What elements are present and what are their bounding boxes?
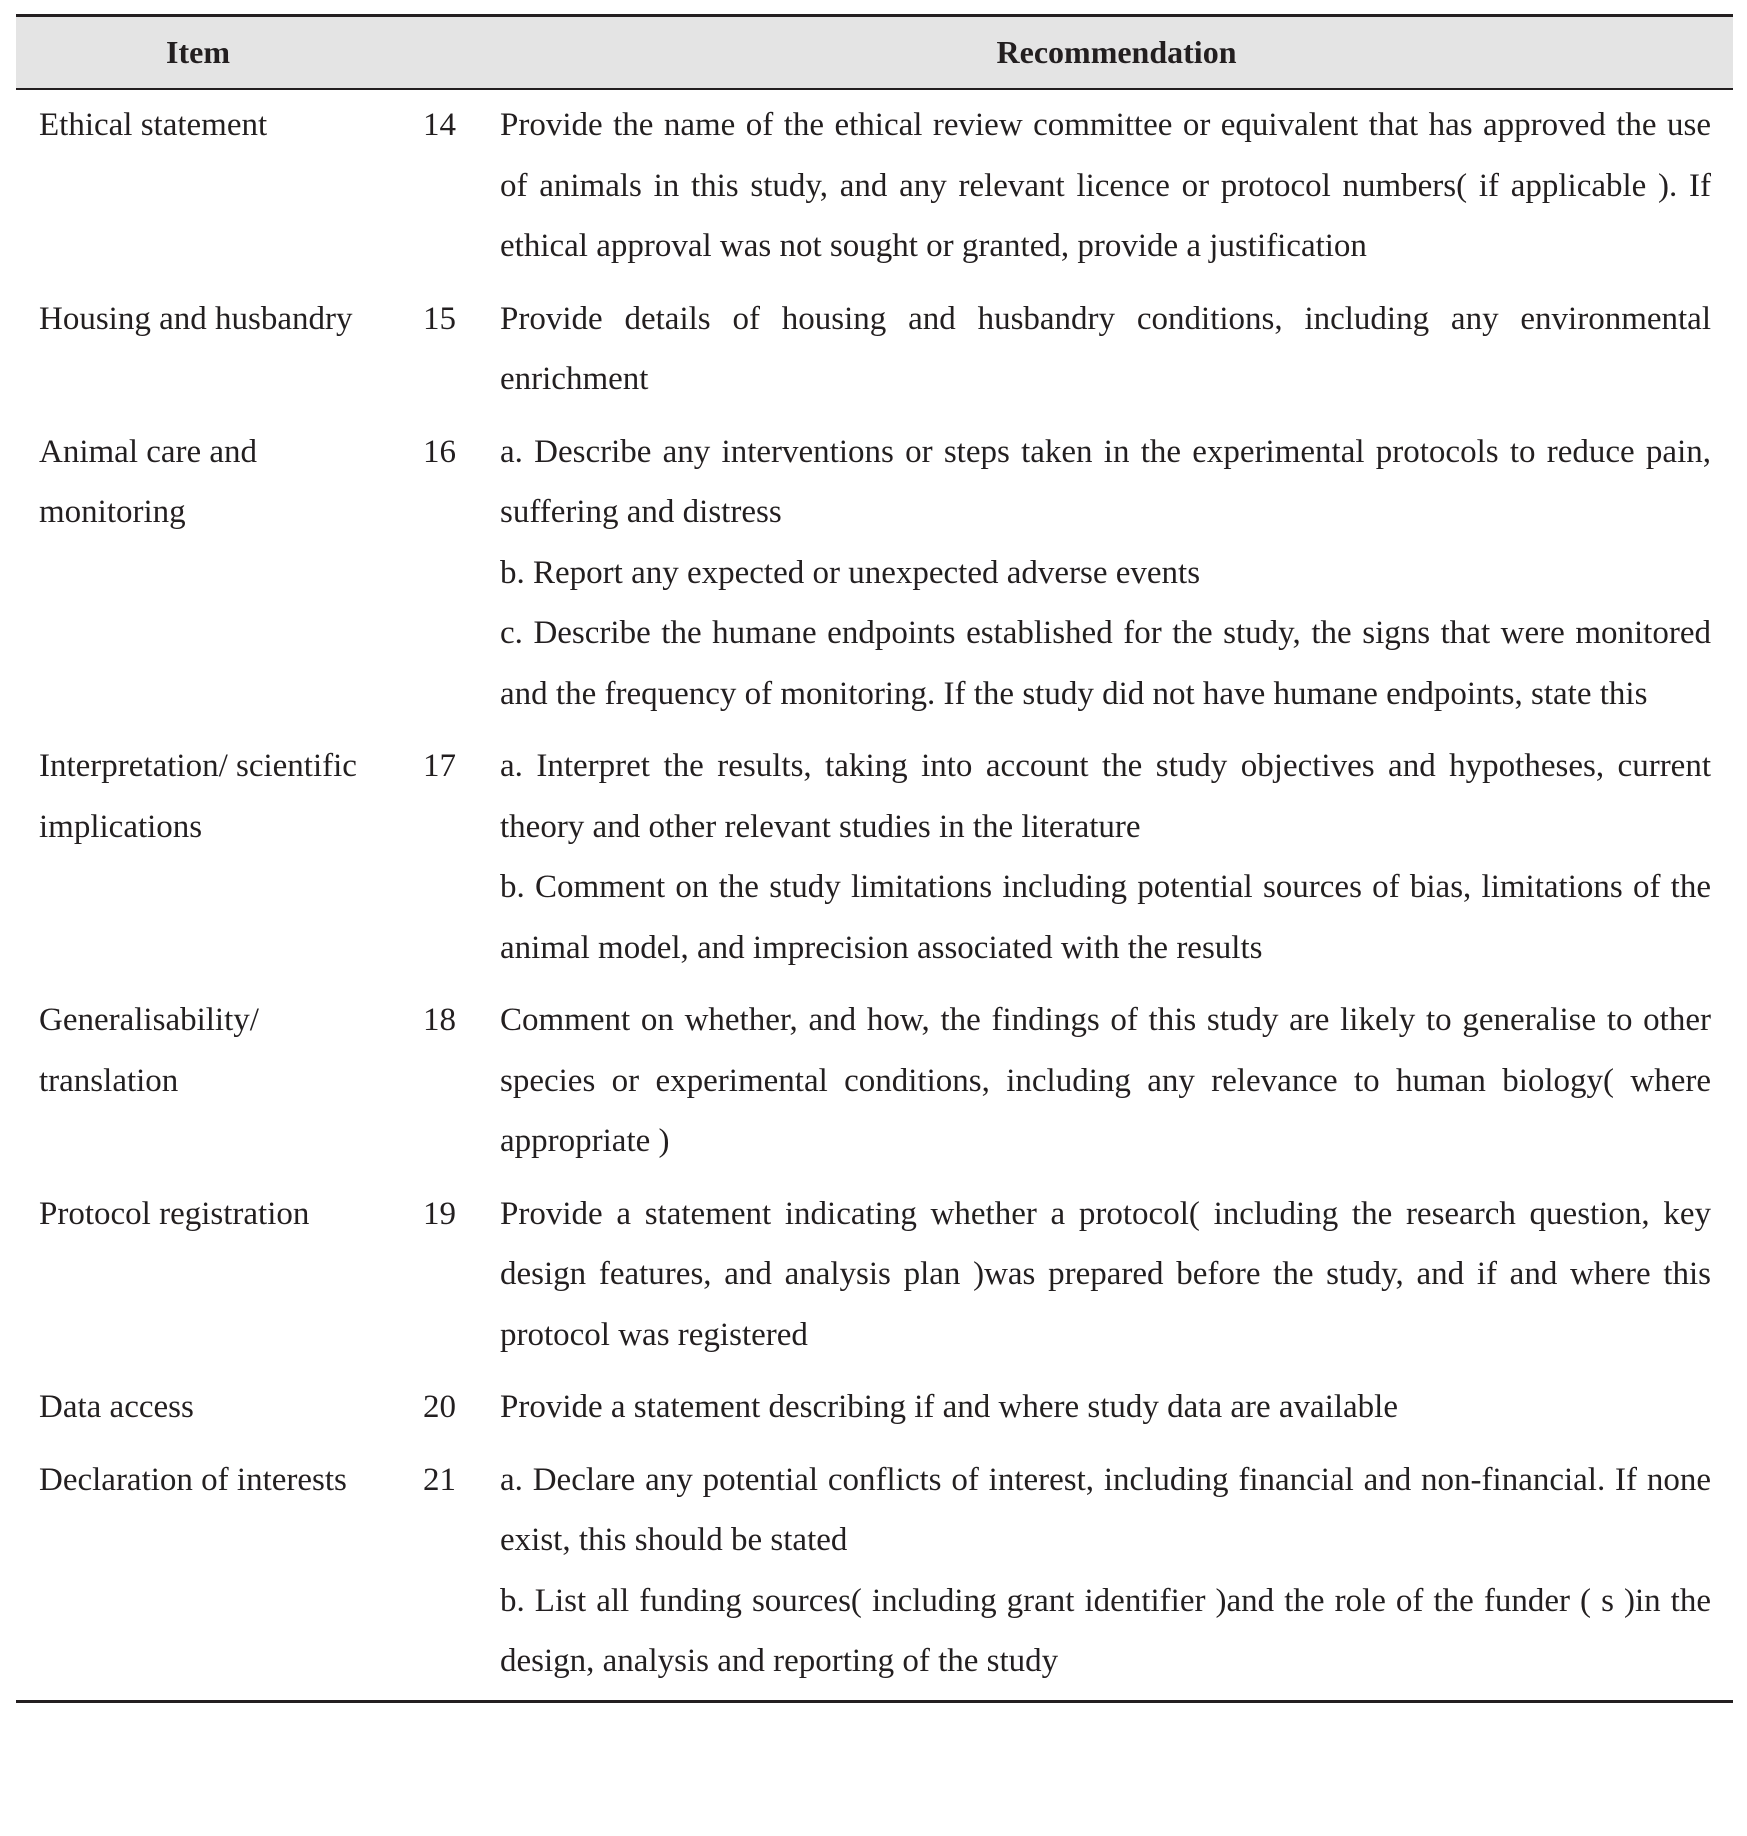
item-recommendation xyxy=(500,1184,1733,1378)
item-name: Generalisability/ translation xyxy=(39,1002,259,1099)
item-number: 14 xyxy=(423,107,456,143)
table-row xyxy=(16,736,1733,990)
item-name: Animal care and monitoring xyxy=(39,433,258,530)
recommendation-text: c. Describe the humane endpoints established for the study, the signs that were monitored and the frequency of monitoring. If the study did not have humane endpoints, state this xyxy=(500,615,1711,712)
item-recommendation xyxy=(500,89,1733,289)
header-number-blank xyxy=(380,16,500,90)
table-row xyxy=(16,1450,1733,1702)
item-name: Interpretation/ scientific implications xyxy=(39,748,357,845)
item-recommendation xyxy=(500,289,1733,422)
table-header xyxy=(16,16,1733,90)
table-row xyxy=(16,1184,1733,1378)
item-number: 19 xyxy=(423,1195,456,1232)
item-number: 21 xyxy=(380,1450,500,1702)
recommendation-text: a. Declare any potential conflicts of interest, including financial and non-financial. If none exist, this should be stated xyxy=(500,1461,1711,1558)
item-name: Housing and husbandry xyxy=(39,300,353,337)
item-number: 17 xyxy=(423,748,456,784)
recommendation-text: b. Comment on the study limitations including potential sources of bias, limitations of the animal model, and imprecision associated with the results xyxy=(500,869,1711,966)
item-name: Ethical statement xyxy=(39,107,268,143)
recommendation-text: Provide a statement indicating whether a protocol( including the research question, key design features, and analysis plan )was prepared before the study, and if and where this protocol was registered xyxy=(500,1195,1711,1353)
recommendation-text: b. List all funding sources( including grant identifier )and the role of the funder ( s )in the design, analysis and reporting of the study xyxy=(500,1582,1711,1679)
recommendation-text: a. Interpret the results, taking into account the study objectives and hypotheses, current theory and other relevant studies in the literature xyxy=(500,748,1711,845)
item-recommendation xyxy=(500,1450,1733,1702)
item-number: 20 xyxy=(423,1389,456,1425)
item-name: Data access xyxy=(39,1389,194,1425)
item-number: 15 xyxy=(423,300,456,337)
header-row xyxy=(16,16,1733,90)
recommendation-text: Comment on whether, and how, the findings of this study are likely to generalise to other species or experimental conditions, including any relevance to human biology( where appropriate ) xyxy=(500,1002,1711,1159)
recommendation-text: Provide details of housing and husbandry conditions, including any environmental enrichment xyxy=(500,300,1711,397)
recommendations-table xyxy=(16,14,1733,1703)
item-name: Declaration of interests xyxy=(16,1450,380,1702)
recommendation-text: a. Describe any interventions or steps taken in the experimental protocols to reduce pain, suffering and distress xyxy=(500,433,1711,530)
recommendation-text: Provide the name of the ethical review committee or equivalent that has approved the use of animals in this study, and any relevant licence or protocol numbers( if applicable ). If ethical approval was not sought or granted, provide a justification xyxy=(500,107,1711,264)
recommendations-table-container xyxy=(16,14,1733,1703)
item-recommendation xyxy=(500,736,1733,990)
table-row xyxy=(16,990,1733,1184)
item-recommendation xyxy=(500,422,1733,737)
header-recommendation: Recommendation xyxy=(500,16,1733,90)
item-recommendation xyxy=(500,1377,1733,1450)
header-item: Item xyxy=(16,16,380,90)
table-row xyxy=(16,289,1733,422)
table-row xyxy=(16,89,1733,289)
item-number: 16 xyxy=(423,433,456,470)
item-number: 18 xyxy=(423,1002,456,1038)
recommendation-text: Provide a statement describing if and where study data are available xyxy=(500,1389,1398,1425)
table-row xyxy=(16,422,1733,737)
table-body xyxy=(16,89,1733,1701)
item-recommendation xyxy=(500,990,1733,1184)
table-row xyxy=(16,1377,1733,1450)
recommendation-text: b. Report any expected or unexpected adverse events xyxy=(500,554,1201,591)
item-name: Protocol registration xyxy=(39,1195,310,1232)
